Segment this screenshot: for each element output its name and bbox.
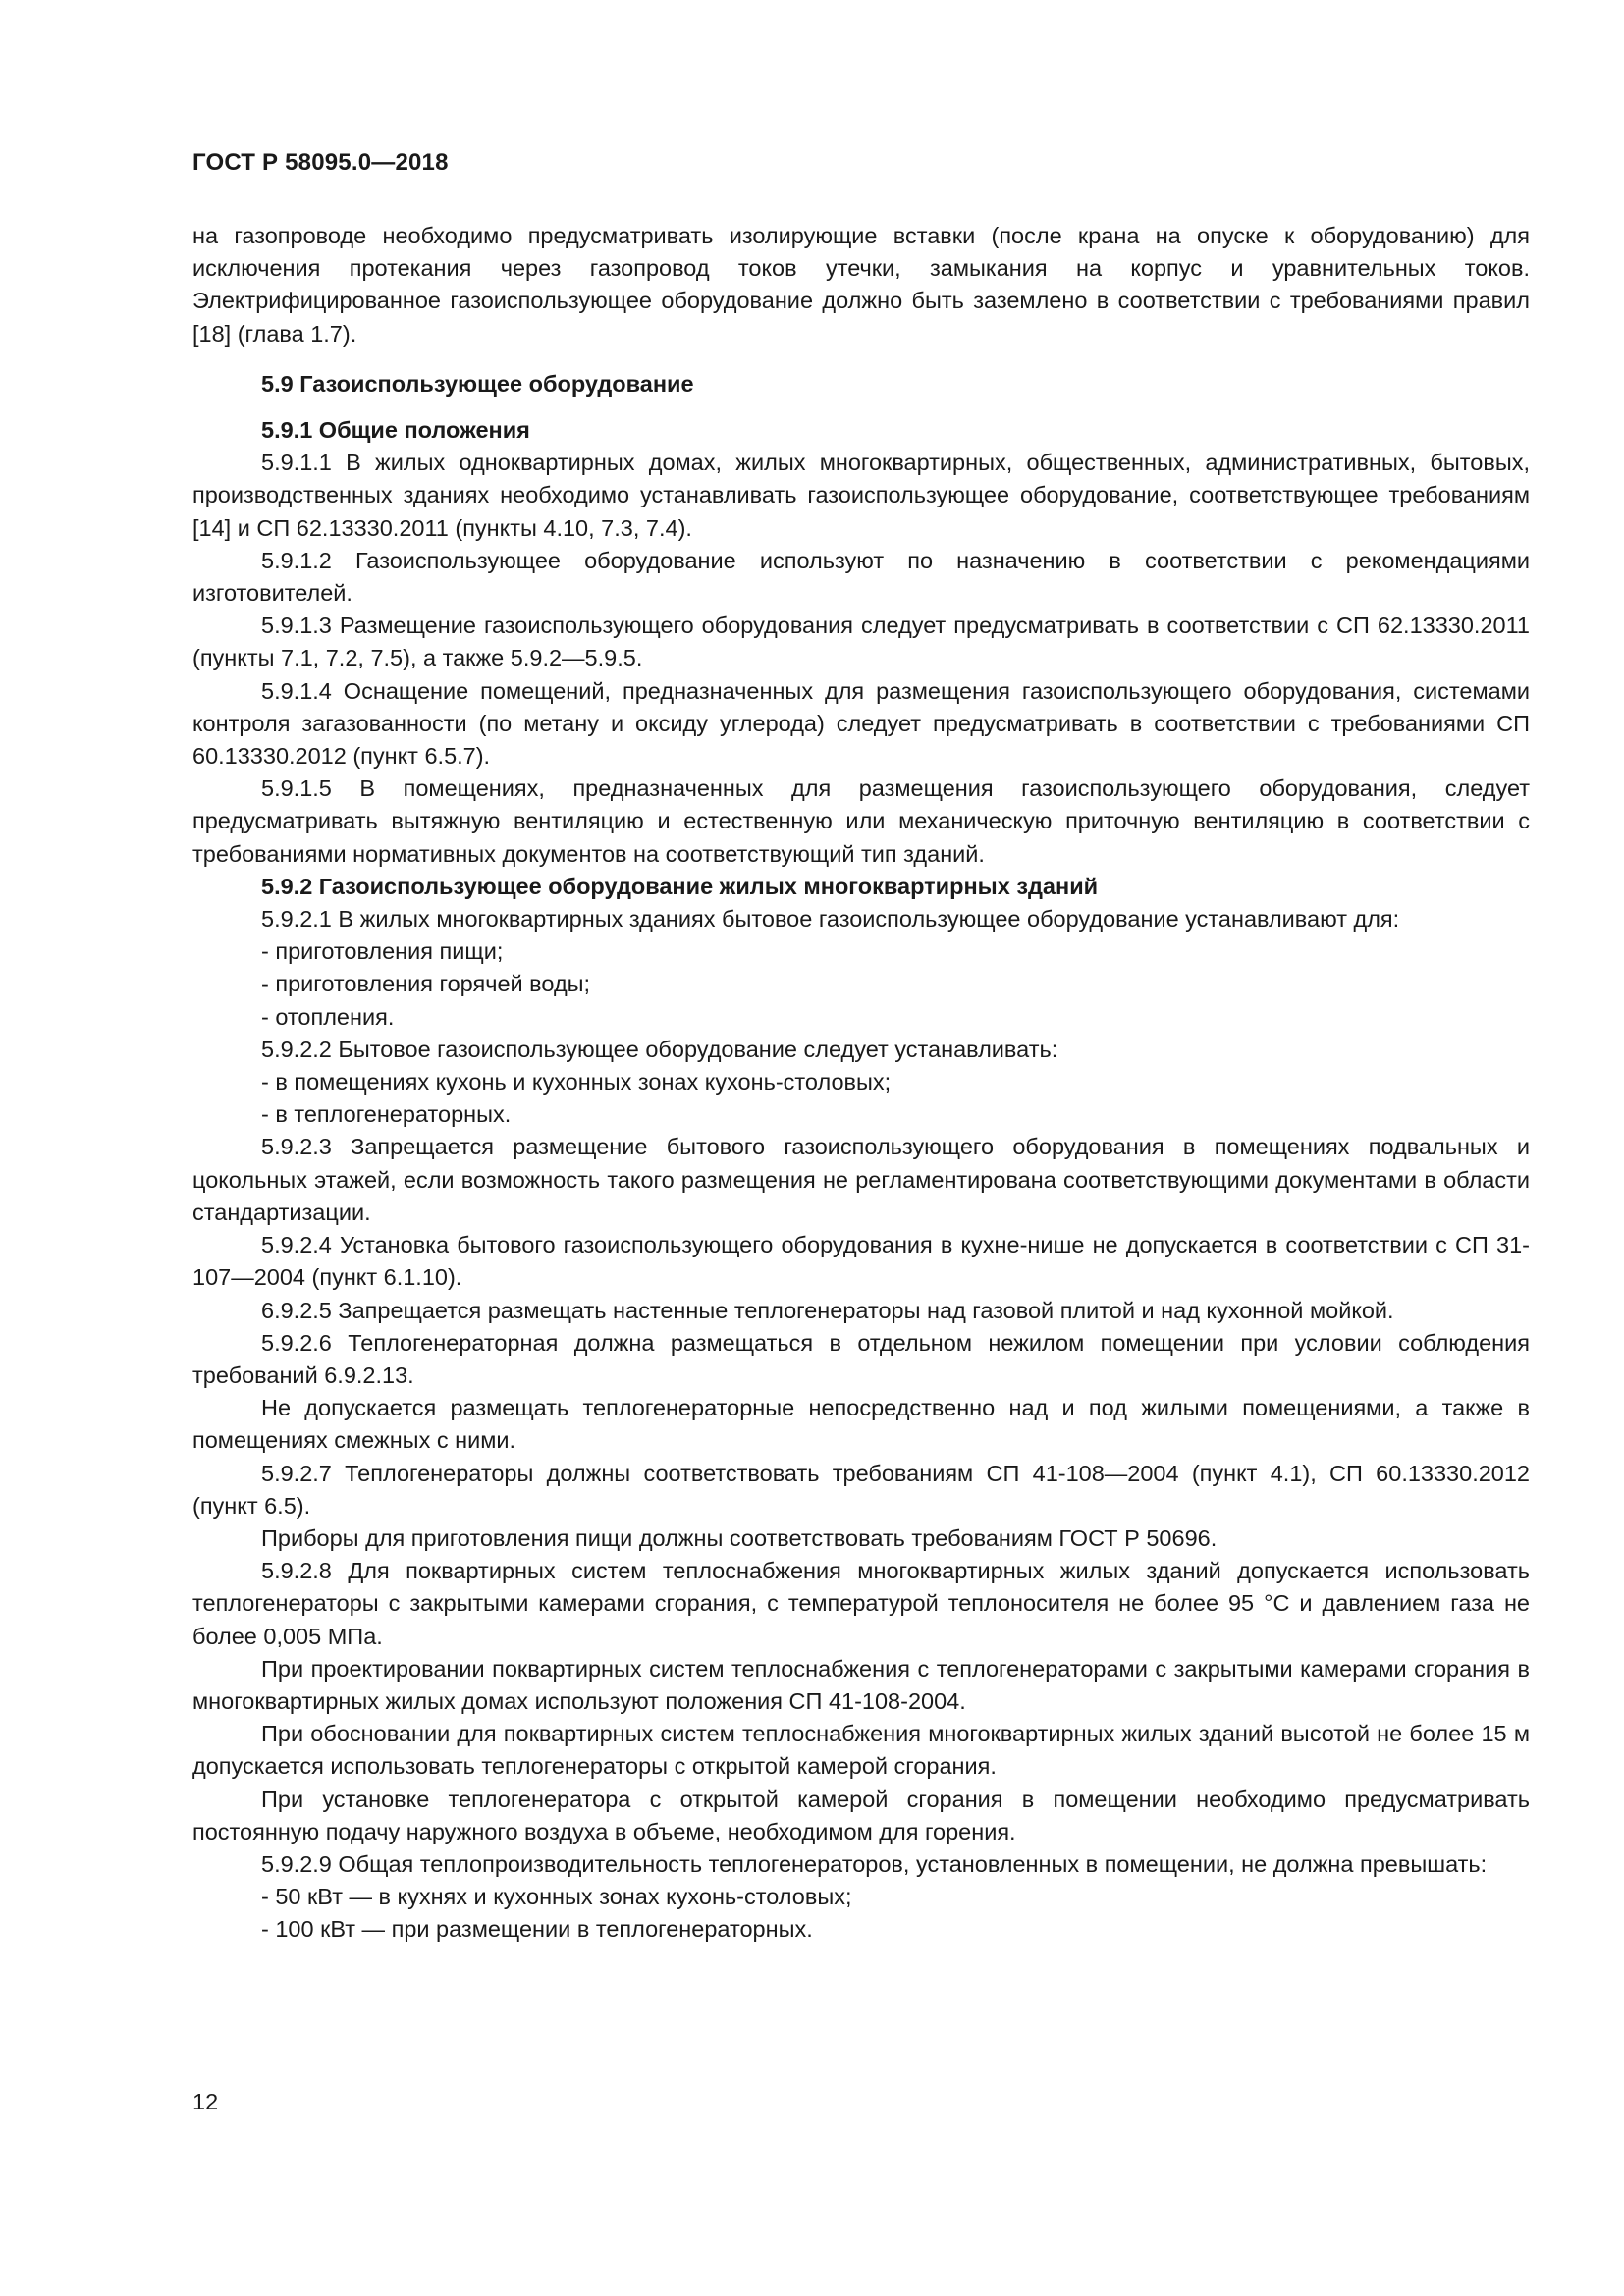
paragraph-5-9-1-4: 5.9.1.4 Оснащение помещений, предназначенных для размещения газоиспользующего оборудования, системами контроля загазованности (по метану и оксиду углерода) следует предусматривать в соответствии с требованиями СП 60.13330.2012 (пункт 6.5.7). [192, 677, 1530, 770]
list-item: - в теплогенераторных. [261, 1101, 512, 1128]
list-item: - приготовления горячей воды; [261, 971, 591, 997]
paragraph-5-9-2-8: 5.9.2.8 Для поквартирных систем теплоснабжения многоквартирных жилых зданий допускается использовать теплогенераторы с закрытыми камерами сгорания, с температурой теплоносителя не более 95 °С и давлением газа не более 0,005 МПа. [192, 1558, 1530, 1649]
paragraph-5-9-2-8-height: При обосновании для поквартирных систем теплоснабжения многоквартирных жилых зданий высотой не более 15 м допускается использовать теплогенераторы с открытой камерой сгорания. [192, 1721, 1530, 1780]
section-heading-5-9: 5.9 Газоиспользующее оборудование [261, 370, 694, 397]
list-item: - отопления. [261, 1003, 395, 1030]
paragraph-5-9-1-2: 5.9.1.2 Газоиспользующее оборудование используют по назначению в соответствии с рекомендациями изготовителей. [192, 547, 1530, 607]
paragraph-5-9-2-8-open-chamber: При установке теплогенератора с открытой камерой сгорания в помещении необходимо предусматривать постоянную подачу наружного воздуха в объеме, необходимом для горения. [192, 1786, 1530, 1844]
section-heading-5-9-1: 5.9.1 Общие положения [261, 417, 530, 444]
paragraph-5-9-2-2: 5.9.2.2 Бытовое газоиспользующее оборудование следует устанавливать: [261, 1036, 1058, 1062]
paragraph-5-9-2-4: 5.9.2.4 Установка бытового газоиспользующего оборудования в кухне-нише не допускается в соответствии с СП 31-107—2004 (пункт 6.1.10). [192, 1232, 1530, 1291]
paragraph-5-9-2-3: 5.9.2.3 Запрещается размещение бытового газоиспользующего оборудования в помещениях подвальных и цокольных этажей, если возможность такого размещения не регламентирована соответствующими документами в области стандартизации. [192, 1134, 1530, 1225]
paragraph-5-9-1-3: 5.9.1.3 Размещение газоиспользующего оборудования следует предусматривать в соответствии с СП 62.13330.2011 (пункты 7.1, 7.2, 7.5), а также 5.9.2—5.9.5. [192, 613, 1530, 671]
paragraph-5-9-1-5: 5.9.1.5 В помещениях, предназначенных для размещения газоиспользующего оборудования, следует предусматривать вытяжную вентиляцию и естественную или механическую приточную вентиляцию в соответствии с требованиями нормативных документов на соответствующий тип зданий. [192, 775, 1530, 867]
paragraph-5-9-2-8-design: При проектировании поквартирных систем теплоснабжения с теплогенераторами с закрытыми камерами сгорания в многоквартирных жилых домах используют положения СП 41-108-2004. [192, 1655, 1530, 1714]
paragraph-6-9-2-5: 6.9.2.5 Запрещается размещать настенные теплогенераторы над газовой плитой и над кухонной мойкой. [261, 1297, 1394, 1323]
list-item: - 100 кВт — при размещении в теплогенераторных. [261, 1916, 813, 1943]
paragraph-5-9-1-1: 5.9.1.1 В жилых одноквартирных домах, жилых многоквартирных, общественных, административных, бытовых, производственных зданиях необходимо устанавливать газоиспользующее оборудование, соответствующее требованиям [14] и СП 62.13330.2011 (пункты 4.10, 7.3, 7.4). [192, 450, 1530, 541]
paragraph-5-9-2-1: 5.9.2.1 В жилых многоквартирных зданиях бытовое газоиспользующее оборудование устанавливают для: [261, 906, 1400, 933]
intro-paragraph: на газопроводе необходимо предусматривать изолирующие вставки (после крана на опуске к оборудованию) для исключения протекания через газопровод токов утечки, замыкания на корпус и уравнительных токов. Электрифицированное газоиспользующее оборудование должно быть заземлено в соответствии с требованиями правил [18] (глава 1.7). [192, 223, 1530, 347]
paragraph-5-9-2-7: 5.9.2.7 Теплогенераторы должны соответствовать требованиям СП 41-108—2004 (пункт 4.1), СП 60.13330.2012 (пункт 6.5). [192, 1460, 1530, 1519]
list-item: - 50 кВт — в кухнях и кухонных зонах кухонь-столовых; [261, 1884, 852, 1910]
paragraph-5-9-2-6-continued: Не допускается размещать теплогенераторные непосредственно над и под жилыми помещениями, а также в помещениях смежных с ними. [192, 1395, 1530, 1454]
document-header: ГОСТ Р 58095.0—2018 [192, 149, 449, 176]
paragraph-5-9-2-7-continued: Приборы для приготовления пищи должны соответствовать требованиям ГОСТ Р 50696. [261, 1524, 1218, 1551]
page-number: 12 [192, 2089, 219, 2114]
list-item: - в помещениях кухонь и кухонных зонах кухонь-столовых; [261, 1069, 892, 1095]
paragraph-5-9-2-6: 5.9.2.6 Теплогенераторная должна размещаться в отдельном нежилом помещении при условии соблюдения требований 6.9.2.13. [192, 1329, 1530, 1388]
page-content [192, 220, 1530, 1947]
list-item: - приготовления пищи; [261, 938, 504, 965]
paragraph-5-9-2-9: 5.9.2.9 Общая теплопроизводительность теплогенераторов, установленных в помещении, не должна превышать: [261, 1850, 1488, 1877]
section-heading-5-9-2: 5.9.2 Газоиспользующее оборудование жилых многоквартирных зданий [261, 873, 1099, 899]
